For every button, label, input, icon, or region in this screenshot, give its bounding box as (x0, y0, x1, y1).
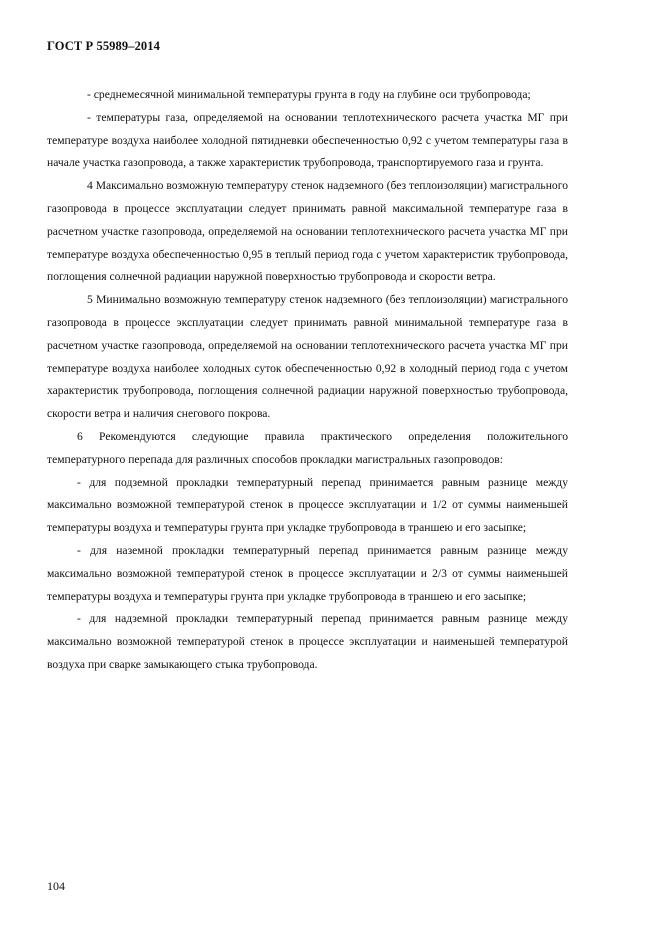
list-item-ground-level: - для наземной прокладки температурный перепад принимается равным разнице между максимально возможной температурой стенок в процессе эксплуатации и 2/3 от суммы наименьшей температуры воздуха и температуры грунта при укладке трубопровода в траншею и его засыпке; (47, 543, 568, 603)
document-body (47, 84, 568, 677)
paragraph-6: 6 Рекомендуются следующие правила практического определения положительного температурного перепада для различных способов прокладки магистральных газопроводов: (47, 429, 568, 466)
list-item-gas-temperature: - температуры газа, определяемой на основании теплотехнического расчета участка МГ при температуре воздуха наиболее холодной пятидневки обеспеченностью 0,92 с учетом температуры газа в начале участка газопровода, а также характеристик трубопровода, транспортируемого газа и грунта. (47, 110, 568, 170)
paragraph-5: 5 Минимально возможную температуру стенок надземного (без теплоизоляции) магистрального газопровода в процессе эксплуатации следует принимать равной минимальной температуре газа в расчетном участке газопровода, определяемой на основании теплотехнического расчета участка МГ при температуре воздуха наиболее холодных суток обеспеченностью 0,92 в холодный период года с учетом характеристик трубопровода, поглощения солнечной радиации наружной поверхностью трубопровода, скорости ветра и наличия снегового покрова. (47, 293, 568, 421)
page-number: 104 (47, 879, 65, 893)
list-item-aboveground: - для надземной прокладки температурный перепад принимается равным разнице между максимально возможной температурой стенок в процессе эксплуатации и наименьшей температурой воздуха при сварке замыкающего стыка трубопровода. (47, 612, 568, 671)
document-header: ГОСТ Р 55989–2014 (47, 39, 160, 53)
paragraph-4: 4 Максимально возможную температуру стенок надземного (без теплоизоляции) магистрального газопровода в процессе эксплуатации следует принимать равной максимальной температуре газа в расчетном участке газопровода, определяемой на основании теплотехнического расчета участка МГ при температуре воздуха обеспеченностью 0,95 в теплый период года с учетом характеристик трубопровода, поглощения солнечной радиации наружной поверхностью трубопровода и скорости ветра. (47, 179, 568, 284)
list-item-ground-temperature: - среднемесячной минимальной температуры грунта в году на глубине оси трубопровода; (87, 88, 531, 101)
list-item-underground: - для подземной прокладки температурный перепад принимается равным разнице между максимально возможной температурой стенок в процессе эксплуатации и 1/2 от суммы наименьшей температуры воздуха и температуры грунта при укладке трубопровода в траншею и его засыпке; (47, 475, 568, 535)
